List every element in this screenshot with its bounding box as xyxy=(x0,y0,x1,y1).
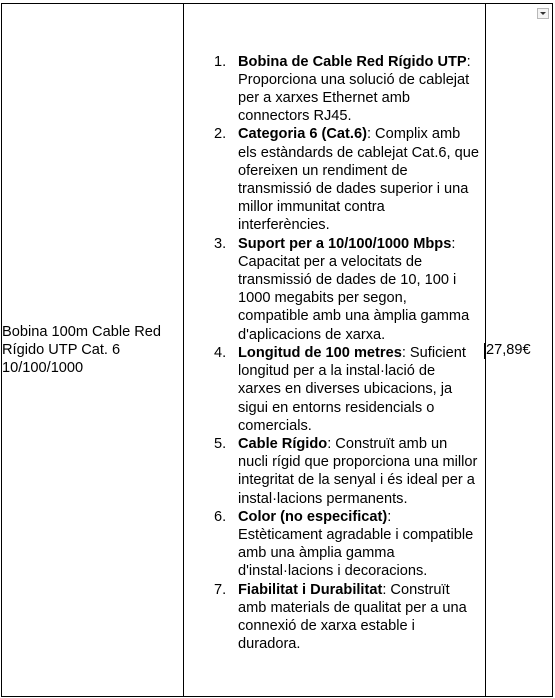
list-item xyxy=(238,235,479,344)
table-row xyxy=(2,4,553,697)
feature-list xyxy=(184,53,485,654)
feature-text: : Capacitat per a velocitats de transmissió de dades de 10, 100 i 1000 megabits per segon, compatible amb una àmplia gamma d'aplicacions de xarxa. xyxy=(238,235,470,343)
feature-text: : Estèticament agradable i compatible amb una àmplia gamma d'instal·lacions i decoracions. xyxy=(238,508,474,580)
feature-text: : Proporciona una solució de cablejat per a xarxes Ethernet amb connectors RJ45. xyxy=(238,53,471,125)
feature-text: : Complix amb els estàndards de cablejat Cat.6, que ofereixen un rendiment de transmissió de dades superior i una millor immunitat contra interferències. xyxy=(238,126,479,234)
list-item xyxy=(238,53,479,126)
product-table xyxy=(1,3,553,697)
feature-title: Fiabilitat i Durabilitat xyxy=(238,581,383,598)
feature-title: Longitud de 100 metres xyxy=(238,344,402,361)
feature-text: : Construït amb materials de qualitat per a una connexió de xarxa estable i duradora. xyxy=(238,581,467,653)
feature-title: Color (no especificat) xyxy=(238,508,388,525)
feature-title: Categoria 6 (Cat.6) xyxy=(238,126,367,143)
list-item xyxy=(238,344,479,435)
feature-title: Suport per a 10/100/1000 Mbps xyxy=(238,235,452,252)
product-price-cell[interactable] xyxy=(486,4,553,697)
feature-title: Cable Rígido xyxy=(238,435,328,452)
price-value: 27,89€ xyxy=(486,341,531,358)
list-item xyxy=(238,508,479,581)
feature-text: : Suficient longitud per a la instal·lació de xarxes en diverses ubicacions, ja sigui en entorns residencials o comercials. xyxy=(238,344,466,434)
chevron-down-icon[interactable] xyxy=(537,8,549,19)
product-price xyxy=(486,342,531,358)
product-name-cell[interactable] xyxy=(2,4,184,697)
list-item xyxy=(238,435,479,508)
feature-title: Bobina de Cable Red Rígido UTP xyxy=(238,53,467,70)
list-item xyxy=(238,125,479,234)
text-cursor xyxy=(484,343,485,359)
product-name: Bobina 100m Cable Red Rígido UTP Cat. 6 10/100/1000 xyxy=(2,323,162,377)
feature-text: : Construït amb un nucli rígid que proporciona una millor integritat de la senyal i és ideal per a instal·lacions permanents. xyxy=(238,435,478,507)
product-description-cell[interactable] xyxy=(184,4,486,697)
list-item xyxy=(238,581,479,654)
